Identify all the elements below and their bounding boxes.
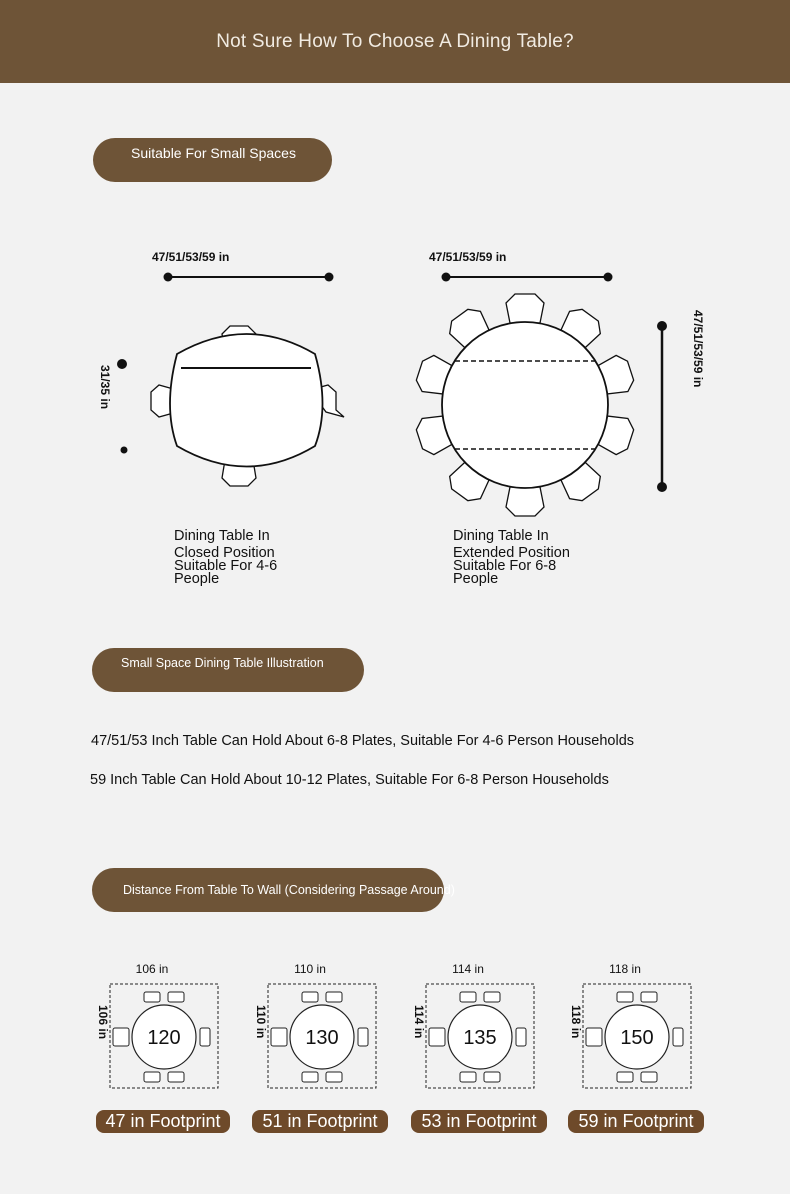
extended-depth-label: 47/51/53/59 in: [691, 310, 705, 388]
footprint-depth-label: 106 in: [96, 1005, 110, 1040]
footprint-label: 51 in Footprint: [252, 1110, 388, 1133]
page-title: Not Sure How To Choose A Dining Table?: [216, 30, 574, 52]
extended-caption-line: Dining Table In: [453, 528, 549, 544]
closed-caption-line: People: [174, 571, 220, 587]
footprint-size-value: 120: [147, 1027, 181, 1049]
footprint-size-value: 135: [463, 1027, 497, 1049]
extended-table-diagram: [415, 295, 635, 515]
footprint-label: 47 in Footprint: [96, 1110, 230, 1133]
capacity-info-line: 59 Inch Table Can Hold About 10-12 Plates, Suitable For 6-8 Person Households: [90, 772, 609, 788]
closed-width-label: 47/51/53/59 in: [152, 250, 230, 264]
extended-width-label: 47/51/53/59 in: [429, 250, 507, 264]
page-header: [0, 0, 790, 83]
extended-width-dimension-line: [438, 270, 618, 284]
footprint-depth-label: 110 in: [254, 1005, 268, 1039]
closed-caption-line: Suitable For 4-6: [174, 558, 278, 574]
closed-width-dimension-line: [160, 270, 340, 284]
chair-icon: [506, 294, 544, 323]
closed-caption-line: Closed Position: [174, 545, 275, 561]
chair-icon: [506, 487, 544, 516]
closed-caption-line: Dining Table In: [174, 528, 270, 544]
extended-caption-line: Extended Position: [453, 545, 570, 561]
section-badge-illustration: Small Space Dining Table Illustration: [92, 648, 364, 692]
footprint-diagram: [266, 980, 381, 1090]
footprint-diagram: [424, 980, 539, 1090]
footprint-label: 53 in Footprint: [411, 1110, 547, 1133]
footprint-size-value: 130: [305, 1027, 339, 1049]
extended-caption-line: Suitable For 6-8: [453, 558, 557, 574]
section-badge-distance: Distance From Table To Wall (Considering Passage Around): [92, 868, 444, 912]
footprint-width-label: 110 in: [294, 962, 326, 976]
footprint-label: 59 in Footprint: [568, 1110, 704, 1133]
footprint-width-label: 114 in: [452, 962, 484, 976]
section-badge-small-spaces: Suitable For Small Spaces: [93, 138, 332, 182]
extended-caption: [453, 530, 570, 586]
footprint-diagram: [108, 980, 223, 1090]
extended-caption-line: People: [453, 571, 499, 587]
extended-depth-dimension-line: [650, 316, 674, 496]
closed-caption: [174, 530, 277, 586]
footprint-width-label: 106 in: [135, 962, 169, 976]
closed-depth-markers: [112, 355, 132, 455]
footprint-width-label: 118 in: [609, 962, 641, 976]
footprint-size-value: 150: [620, 1027, 654, 1049]
footprint-depth-label: 118 in: [569, 1005, 583, 1039]
footprint-diagram: [581, 980, 696, 1090]
closed-table-diagram: [145, 322, 350, 492]
closed-depth-label: 31/35 in: [98, 365, 112, 410]
capacity-info-line: 47/51/53 Inch Table Can Hold About 6-8 Plates, Suitable For 4-6 Person Households: [91, 733, 635, 749]
footprint-depth-label: 114 in: [412, 1005, 426, 1039]
